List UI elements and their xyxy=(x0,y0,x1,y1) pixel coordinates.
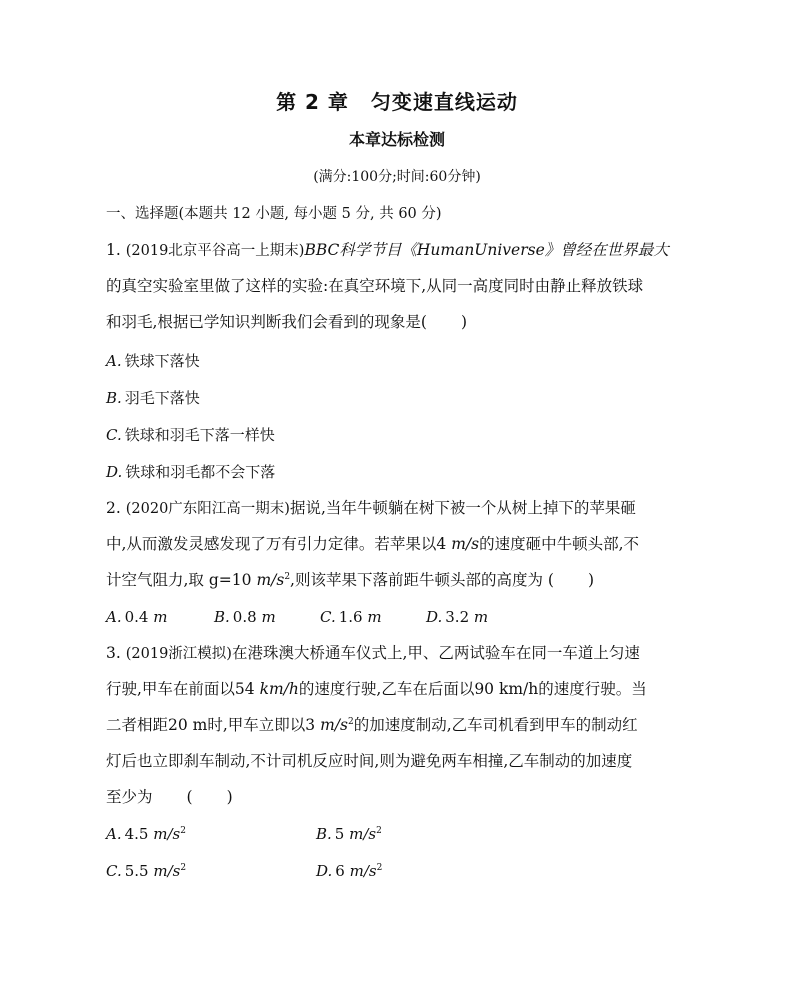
question-3-line-4: 灯后也立即刹车制动,不计司机反应时间,则为避免两车相撞,乙车制动的加速度 xyxy=(106,752,633,770)
question-3-line-3 xyxy=(106,715,638,735)
question-text: 的速度行驶,乙车在后面以90 km/h的速度行驶。当 xyxy=(298,680,647,698)
question-source: (2019北京平谷高一上期末) xyxy=(125,243,305,259)
question-3-line-2 xyxy=(106,679,647,699)
option-letter: D. xyxy=(426,608,443,626)
unit-ms2: m/s xyxy=(256,571,285,589)
question-1-line-3 xyxy=(106,312,467,332)
option-text: 羽毛下落快 xyxy=(124,389,200,407)
answer-bracket-close: ) xyxy=(226,788,233,806)
option-text: 6 xyxy=(335,862,345,880)
option-unit: m/s xyxy=(349,825,377,843)
question-text: 的速度砸中牛顿头部,不 xyxy=(479,535,640,553)
option-c[interactable] xyxy=(106,862,186,880)
superscript: 2 xyxy=(376,863,383,873)
superscript: 2 xyxy=(180,863,187,873)
question-text: 和羽毛,根据已学知识判断我们会看到的现象是( xyxy=(106,313,427,331)
option-unit: m/s xyxy=(153,825,181,843)
chapter-number: 第 2 章 xyxy=(276,90,349,114)
question-2-line-1 xyxy=(106,498,636,519)
question-source: (2020广东阳江高一期末) xyxy=(125,501,290,517)
chapter-heading xyxy=(0,92,794,112)
option-a[interactable] xyxy=(106,608,167,626)
question-text: 至少为 xyxy=(106,788,153,806)
question-number: 2. xyxy=(106,499,121,517)
option-a[interactable] xyxy=(106,825,186,843)
option-letter: D. xyxy=(106,463,123,481)
option-text: 5 xyxy=(334,825,345,843)
unit-ms2: m/s xyxy=(320,716,348,734)
option-letter: C. xyxy=(320,608,336,626)
option-c[interactable] xyxy=(106,424,275,445)
question-1-line-1 xyxy=(106,240,669,261)
option-b[interactable] xyxy=(316,825,382,843)
question-text: 计空气阻力,取 g=10 xyxy=(106,571,252,589)
superscript: 2 xyxy=(376,826,382,836)
option-text: 5.5 xyxy=(124,862,149,880)
question-number: 3. xyxy=(106,644,121,662)
answer-bracket-close: ) xyxy=(587,571,595,589)
question-3-line-5 xyxy=(106,787,233,807)
question-3-line-1 xyxy=(106,643,640,664)
question-text: 二者相距20 m时,甲车立即以3 xyxy=(106,716,316,734)
question-text: 在港珠澳大桥通车仪式上,甲、乙两试验车在同一车道上匀速 xyxy=(231,644,640,662)
question-1-line-2: 的真空实验室里做了这样的实验:在真空环境下,从同一高度同时由静止释放铁球 xyxy=(106,277,644,295)
question-text: BBC科学节目《HumanUniverse》曾经在世界最大 xyxy=(304,241,669,259)
option-text: 铁球和羽毛下落一样快 xyxy=(124,426,275,444)
superscript: 2 xyxy=(284,572,291,582)
question-source: (2019浙江模拟) xyxy=(125,646,232,662)
answer-bracket-close: ) xyxy=(460,313,468,331)
option-text: 0.8 xyxy=(232,608,257,626)
question-2-line-3 xyxy=(106,570,594,590)
question-text: ,则该苹果下落前距牛顿头部的高度为 ( xyxy=(290,571,554,589)
superscript: 2 xyxy=(347,717,354,727)
option-c[interactable] xyxy=(320,608,382,626)
option-letter: D. xyxy=(316,862,333,880)
option-text: 铁球和羽毛都不会下落 xyxy=(125,463,276,481)
exam-meta: (满分:100分;时间:60分钟) xyxy=(313,169,481,185)
option-b[interactable] xyxy=(106,387,200,408)
option-d[interactable] xyxy=(426,608,488,626)
question-number: 1. xyxy=(106,241,121,259)
question-text: 据说,当年牛顿躺在树下被一个从树上掉下的苹果砸 xyxy=(289,499,636,517)
option-unit: m/s xyxy=(349,862,377,880)
options-row xyxy=(106,608,666,630)
option-d[interactable] xyxy=(316,862,382,880)
option-text: 1.6 xyxy=(338,608,363,626)
option-a[interactable] xyxy=(106,350,200,371)
option-unit: m/s xyxy=(153,862,181,880)
option-text: 4.5 xyxy=(124,825,149,843)
option-letter: A. xyxy=(106,608,122,626)
question-text: 的加速度制动,乙车司机看到甲车的制动红 xyxy=(353,716,638,734)
option-letter: B. xyxy=(316,825,332,843)
option-letter: C. xyxy=(106,426,122,444)
option-letter: A. xyxy=(106,825,122,843)
option-unit: m xyxy=(367,608,382,626)
answer-bracket-open: ( xyxy=(186,788,193,806)
question-text: 中,从而激发灵感发现了万有引力定律。若苹果以4 xyxy=(106,535,447,553)
option-d[interactable] xyxy=(106,461,275,482)
option-unit: m xyxy=(261,608,276,626)
option-unit: m xyxy=(153,608,168,626)
unit-ms: m/s xyxy=(451,535,480,553)
option-text: 铁球下落快 xyxy=(124,352,200,370)
question-2-line-2 xyxy=(106,534,639,554)
option-letter: B. xyxy=(106,389,122,407)
section-title: 一、选择题(本题共 12 小题, 每小题 5 分, 共 60 分) xyxy=(106,206,442,222)
option-letter: A. xyxy=(106,352,122,370)
option-unit: m xyxy=(473,608,489,626)
question-text: 行驶,甲车在前面以54 xyxy=(106,680,255,698)
option-b[interactable] xyxy=(214,608,276,626)
unit-kmh: km/h xyxy=(259,680,299,698)
option-text: 0.4 xyxy=(124,608,149,626)
page-subtitle: 本章达标检测 xyxy=(348,130,445,149)
option-text: 3.2 xyxy=(445,608,470,626)
superscript: 2 xyxy=(180,826,186,836)
chapter-title: 匀变速直线运动 xyxy=(370,90,518,114)
option-letter: C. xyxy=(106,862,122,880)
options-row xyxy=(106,825,666,847)
options-row xyxy=(106,862,666,884)
option-letter: B. xyxy=(214,608,230,626)
